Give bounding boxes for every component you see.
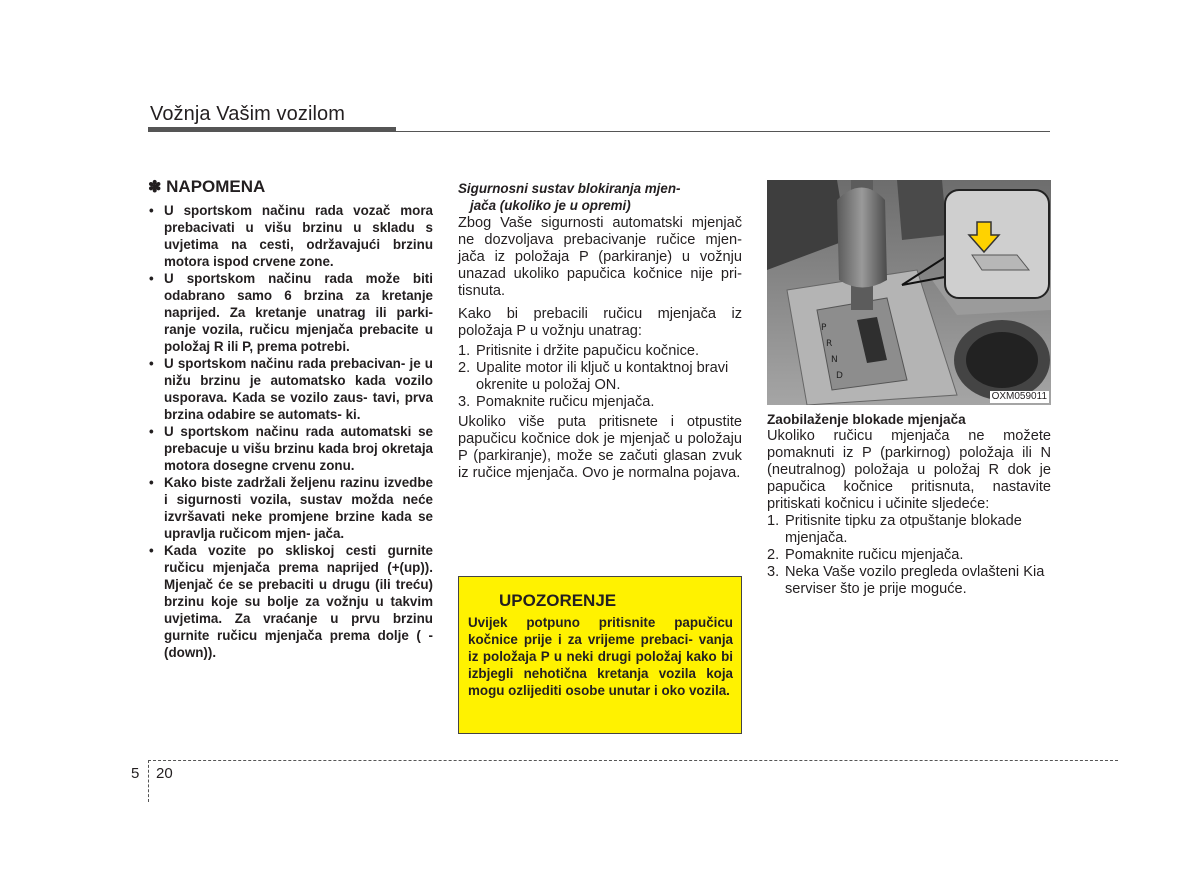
note-bullet-item [148, 355, 433, 423]
paragraph-line: Ukoliko više puta pritisnete i otpustite [458, 414, 742, 430]
step-number: 2. [458, 360, 471, 376]
bullet-dot: • [149, 356, 154, 371]
override-paragraph [767, 428, 1051, 513]
paragraph-line: pritiskati kočnicu i učinite sljedeće: [767, 496, 990, 512]
shift-lock-paragraph-3 [458, 414, 742, 482]
shift-lock-steps [458, 343, 742, 411]
right-column [767, 411, 1051, 598]
note-bullet-line: U sportskom načinu rada prebacivan- [164, 356, 406, 371]
note-title: NAPOMENA [166, 177, 266, 196]
step-item [767, 564, 1051, 598]
step-number: 3. [767, 564, 780, 580]
note-bullet-line: je u nižu brzinu je automatsko kada [164, 356, 433, 388]
paragraph-line: Ukoliko ručicu mjenjača ne možete [767, 428, 1051, 444]
step-line: Pomaknite ručicu mjenjača. [476, 394, 655, 410]
paragraph-line: Kako bi prebacili ručicu mjenjača iz [458, 306, 742, 322]
step-line: Pomaknite ručicu mjenjača. [785, 547, 964, 563]
note-bullet-line: U sportskom načinu rada vozač mora [164, 203, 433, 218]
shift-lock-paragraph-1 [458, 215, 742, 300]
override-heading: Zaobilaženje blokade mjenjača [767, 412, 966, 427]
shift-lock-paragraph-2 [458, 306, 742, 340]
note-bullet-line: u položaj R ili P, prema potrebi. [164, 322, 433, 354]
bullet-dot: • [149, 424, 154, 439]
note-bullet-list [148, 202, 433, 661]
step-number: 1. [458, 343, 471, 359]
paragraph-line: položaja P u vožnju unatrag: [458, 323, 642, 339]
footer-divider [148, 760, 149, 802]
note-bullet-line: okretaja motora dosegne crvenu [164, 441, 433, 473]
note-bullet-line: tavi, prva brzina odabire se automats- [164, 390, 433, 422]
override-steps [767, 513, 1051, 598]
step-number: 3. [458, 394, 471, 410]
note-bullet-line: U sportskom načinu rada može biti [164, 271, 433, 286]
note-bullet-line: se prebacuje u višu brzinu kada broj [164, 424, 433, 456]
warning-line: položaj kako bi izbjegli nehotična [468, 649, 733, 681]
note-bullet-line: jača. [314, 526, 345, 541]
bullet-dot: • [149, 203, 154, 218]
header-rule [396, 131, 1050, 132]
gear-letter-n: N [831, 355, 838, 365]
note-bullet-line: motora ispod crvene zone. [164, 254, 334, 269]
gear-letter-p: P [821, 323, 827, 333]
paragraph-line: Zbog Vaše sigurnosti automatski mjenjač [458, 215, 742, 231]
note-column [148, 178, 433, 661]
bullet-dot: • [149, 271, 154, 286]
paragraph-line: papučica kočnice pritisnuta, nastavite [767, 479, 1051, 495]
bullet-dot: • [149, 475, 154, 490]
note-bullet-line: ki. [345, 407, 361, 422]
footer-rule [148, 760, 1118, 761]
step-line: bravi okrenite u položaj ON. [476, 360, 729, 393]
step-line: Pritisnite i držite papučicu kočnice. [476, 343, 700, 359]
paragraph-line: unazad ukoliko papučica kočnice nije pri- [458, 266, 742, 282]
note-bullet-line: prema dolje ( -(down)). [164, 628, 433, 660]
subheading-line-1: Sigurnosni sustav blokiranja mjen- [458, 181, 681, 196]
step-number: 2. [767, 547, 780, 563]
note-bullet-line: uvjetima na cesti, održavajući brzinu [164, 237, 433, 252]
note-bullet-line: drugu (ili treću) brzinu koje su bolje za [164, 577, 433, 609]
gear-letter-d: D [836, 371, 843, 381]
paragraph-line: papučicu kočnice dok je mjenjač u [458, 431, 683, 447]
note-bullet-line: u prvu brzinu gurnite ručicu mjenjača [164, 611, 433, 643]
note-star-icon: ✽ [148, 179, 162, 196]
note-bullet-line: U sportskom načinu rada automatski [164, 424, 412, 439]
step-line: Upalite motor ili ključ u kontaktnoj [476, 360, 693, 376]
step-line: mjenjača. [785, 530, 848, 546]
step-item [767, 547, 1051, 564]
warning-line: Uvijek potpuno pritisnite papučicu [468, 615, 733, 630]
note-bullet-line: vozilo usporava. Kada se vozilo zaus- [164, 373, 433, 405]
paragraph-line: položaju P (parkiranje), može se začuti [458, 431, 743, 464]
note-bullet-line: ručicu mjenjača prema naprijed [164, 560, 379, 575]
step-item [458, 394, 742, 411]
note-bullet-item [148, 474, 433, 542]
note-bullet-item [148, 542, 433, 661]
paragraph-line: jača iz položaja P (parkiranje) u vožnju [458, 249, 742, 265]
step-line: Pritisnite tipku za otpuštanje blokade [785, 513, 1022, 529]
bullet-dot: • [149, 543, 154, 558]
page-header-title: Vožnja Vašim vozilom [150, 103, 346, 125]
note-bullet-line: (+(up)). Mjenjač će se prebaciti u [164, 560, 433, 592]
figure-code: OXM059011 [991, 391, 1047, 402]
chapter-number: 5 [131, 765, 140, 782]
step-item [458, 360, 742, 394]
step-item [458, 343, 742, 360]
warning-line: kočnice prije i za vrijeme prebaci- [468, 632, 693, 647]
subheading-line-2: jača (ukoliko je u opremi) [470, 198, 631, 213]
note-heading [148, 178, 433, 196]
gear-letter-r: R [826, 339, 833, 349]
note-bullet-item [148, 270, 433, 355]
note-bullet-line: brzine kada se upravlja ručicom mjen- [164, 509, 433, 541]
note-bullet-line: Kako biste zadržali željenu razinu [164, 475, 380, 490]
note-bullet-line: zonu. [319, 458, 355, 473]
note-bullet-line: vožnju u takvim uvjetima. Za vraćanje [164, 594, 433, 626]
paragraph-line: (neutralnog) položaja u položaj R dok je [767, 462, 1051, 478]
warning-box [458, 576, 742, 734]
gear-shift-illustration [767, 180, 1051, 405]
warning-title: UPOZORENJE [499, 591, 617, 610]
note-bullet-item [148, 202, 433, 270]
warning-line: osobe unutar i oko vozila. [565, 683, 730, 698]
note-bullet-line: izvedbe i sigurnosti vozila, sustav [164, 475, 433, 507]
header-accent-bar [148, 127, 396, 132]
note-bullet-line: ranje vozila, ručicu mjenjača prebacite [164, 322, 419, 337]
step-number: 1. [767, 513, 780, 529]
gear-shift-drawing [767, 180, 1051, 405]
paragraph-line: pomaknuti iz P (parkirnog) položaja ili N [767, 445, 1051, 461]
warning-line: kretanja vozila koja mogu ozlijediti [468, 666, 733, 698]
note-bullet-line: naprijed. Za kretanje unatrag ili parki- [164, 305, 433, 320]
step-line: Neka Vaše vozilo pregleda ovlašteni [785, 564, 1020, 580]
paragraph-line: ne dozvoljava prebacivanje ručice mjen- [458, 232, 742, 248]
note-bullet-line: možda neće izvršavati neke promjene [164, 492, 433, 524]
step-item [767, 513, 1051, 547]
warning-line: vanja iz položaja P u neki drugi [468, 632, 733, 664]
paragraph-line: tisnuta. [458, 283, 506, 299]
paragraph-line: normalna pojava. [628, 465, 741, 481]
step-line: Kia serviser što je prije moguće. [785, 564, 1045, 597]
paragraph-line: glasan zvuk iz ručice mjenjača. Ovo je [458, 448, 742, 481]
middle-column [458, 180, 742, 482]
warning-text [468, 614, 733, 699]
note-bullet-item [148, 423, 433, 474]
note-bullet-line: Kada vozite po skliskoj cesti gurnite [164, 543, 433, 558]
page-number: 20 [156, 765, 173, 782]
note-bullet-line: odabrano samo 6 brzina za kretanje [164, 288, 433, 303]
shift-lock-subheading [458, 180, 742, 214]
note-bullet-line: prebacivati u višu brzinu u skladu s [164, 220, 433, 235]
